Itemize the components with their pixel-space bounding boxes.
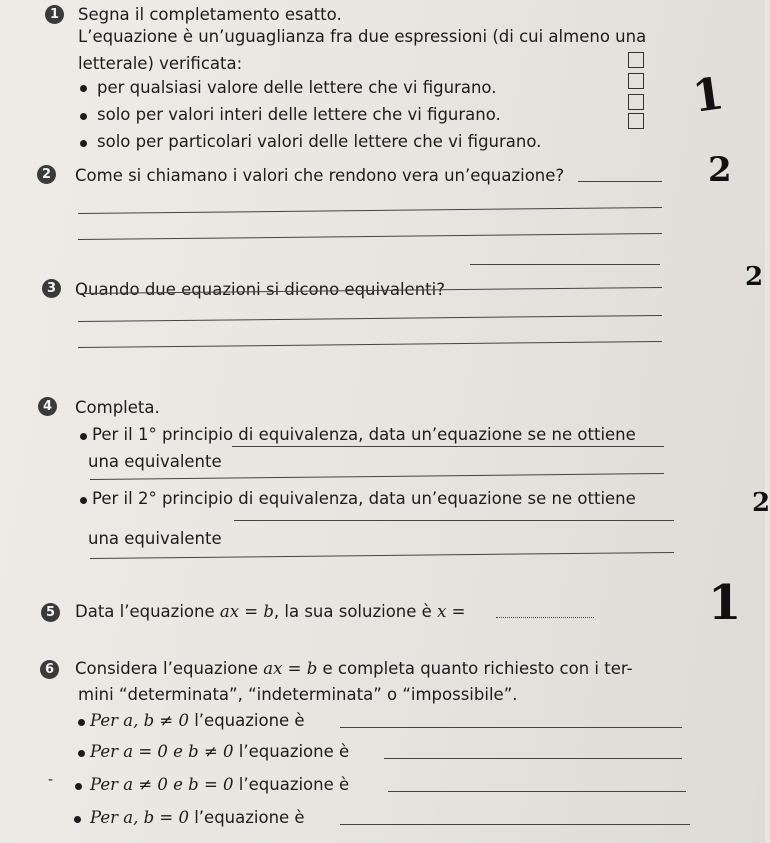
q3-answer-line-1[interactable] xyxy=(470,264,660,265)
q1-stem-line1: L’equazione è un’uguaglianza fra due espressioni (di cui almeno una xyxy=(78,27,647,46)
q6-item-3 xyxy=(90,775,349,795)
q6-line1-after: e completa quanto richiesto con i ter- xyxy=(317,659,633,678)
dash-mark-icon: - xyxy=(48,772,54,788)
q1-option-3: solo per particolari valori delle lettere che vi figurano. xyxy=(97,132,542,151)
q5-math-solution: x = xyxy=(437,602,466,621)
q6-line1 xyxy=(75,659,633,679)
q4-item2-answer-line-1[interactable] xyxy=(234,520,674,521)
q5-math-equation: ax = b xyxy=(219,602,274,621)
q6-item-2 xyxy=(90,742,349,762)
q6-item-2-answer-line[interactable] xyxy=(384,758,682,759)
q1-option-2: solo per valori interi delle lettere che vi figurano. xyxy=(97,105,501,124)
q3-question: Quando due equazioni si dicono equivalenti? xyxy=(75,280,445,299)
q6-item-1-answer-line[interactable] xyxy=(340,727,682,728)
question-number-6: 6 xyxy=(40,660,59,679)
q2-answer-line-2[interactable] xyxy=(78,207,662,214)
bullet xyxy=(74,816,81,823)
q4-item2-answer-line-2[interactable] xyxy=(90,552,674,559)
question-number-1: 1 xyxy=(45,5,64,24)
q3-answer-line-3[interactable] xyxy=(78,315,662,322)
q6-item-4-answer-line[interactable] xyxy=(340,824,690,825)
q5-answer-line[interactable] xyxy=(496,617,594,618)
q4-handwritten-score: 2 xyxy=(752,488,770,518)
bullet xyxy=(80,85,87,92)
bullet xyxy=(80,140,87,147)
q4-item2-line1: Per il 2° principio di equivalenza, data un’equazione se ne ottiene xyxy=(92,489,636,508)
q4-item1-answer-line-1[interactable] xyxy=(232,446,664,447)
q1-title: Segna il completamento esatto. xyxy=(78,5,342,24)
bullet xyxy=(75,783,82,790)
q6-item-2-text: l’equazione è xyxy=(233,742,350,761)
q1-checkbox-3[interactable] xyxy=(628,94,644,110)
q4-item1-line1: Per il 1° principio di equivalenza, data un’equazione se ne ottiene xyxy=(92,425,636,444)
q1-stem-line2: letterale) verificata: xyxy=(78,54,243,73)
q5-text-before: Data l’equazione xyxy=(75,602,220,621)
q5-text-after: , la sua soluzione è xyxy=(273,602,438,621)
q3-handwritten-score: 2 xyxy=(745,262,764,292)
q6-item-2-math: Per a = 0 e b ≠ 0 xyxy=(90,742,234,761)
q4-item2-line2: una equivalente xyxy=(88,529,222,548)
question-number-5: 5 xyxy=(41,603,60,622)
q6-item-1-math: Per a, b ≠ 0 xyxy=(90,711,189,730)
bullet xyxy=(78,750,85,757)
q3-answer-line-4[interactable] xyxy=(78,341,662,348)
question-number-3: 3 xyxy=(42,279,61,298)
q2-answer-line-3[interactable] xyxy=(78,233,662,240)
q1-handwritten-score: 1 xyxy=(689,68,728,123)
q6-item-3-answer-line[interactable] xyxy=(388,791,686,792)
q1-checkbox-1[interactable] xyxy=(628,52,644,68)
q6-item-4-text: l’equazione è xyxy=(188,808,305,827)
q1-checkbox-4[interactable] xyxy=(628,113,644,129)
q6-item-3-text: l’equazione è xyxy=(233,775,350,794)
q1-checkbox-2[interactable] xyxy=(628,73,644,89)
q6-item-3-math: Per a ≠ 0 e b = 0 xyxy=(90,775,234,794)
q5-text xyxy=(75,602,465,622)
question-number-4: 4 xyxy=(38,397,57,416)
q6-line1-before: Considera l’equazione xyxy=(75,659,264,678)
q6-item-1-text: l’equazione è xyxy=(188,711,305,730)
q6-item-1 xyxy=(90,711,305,731)
q2-answer-line-1[interactable] xyxy=(578,181,662,182)
bullet xyxy=(78,719,85,726)
q1-option-1: per qualsiasi valore delle lettere che vi figurano. xyxy=(97,78,497,97)
q2-handwritten-score: 2 xyxy=(708,150,732,190)
q4-item1-answer-line-2[interactable] xyxy=(90,473,664,480)
q6-line1-math: ax = b xyxy=(263,659,318,678)
q6-item-4 xyxy=(90,808,305,828)
q4-item1-line2: una equivalente xyxy=(88,452,222,471)
bullet xyxy=(80,113,87,120)
q2-question: Come si chiamano i valori che rendono vera un’equazione? xyxy=(75,166,565,185)
q5-handwritten-score: 1 xyxy=(708,575,742,631)
q6-line2: mini “determinata”, “indeterminata” o “impossibile”. xyxy=(78,685,518,704)
bullet xyxy=(80,497,87,504)
q6-item-4-math: Per a, b = 0 xyxy=(90,808,189,827)
question-number-2: 2 xyxy=(37,165,56,184)
q4-title: Completa. xyxy=(75,398,160,417)
bullet xyxy=(80,433,87,440)
